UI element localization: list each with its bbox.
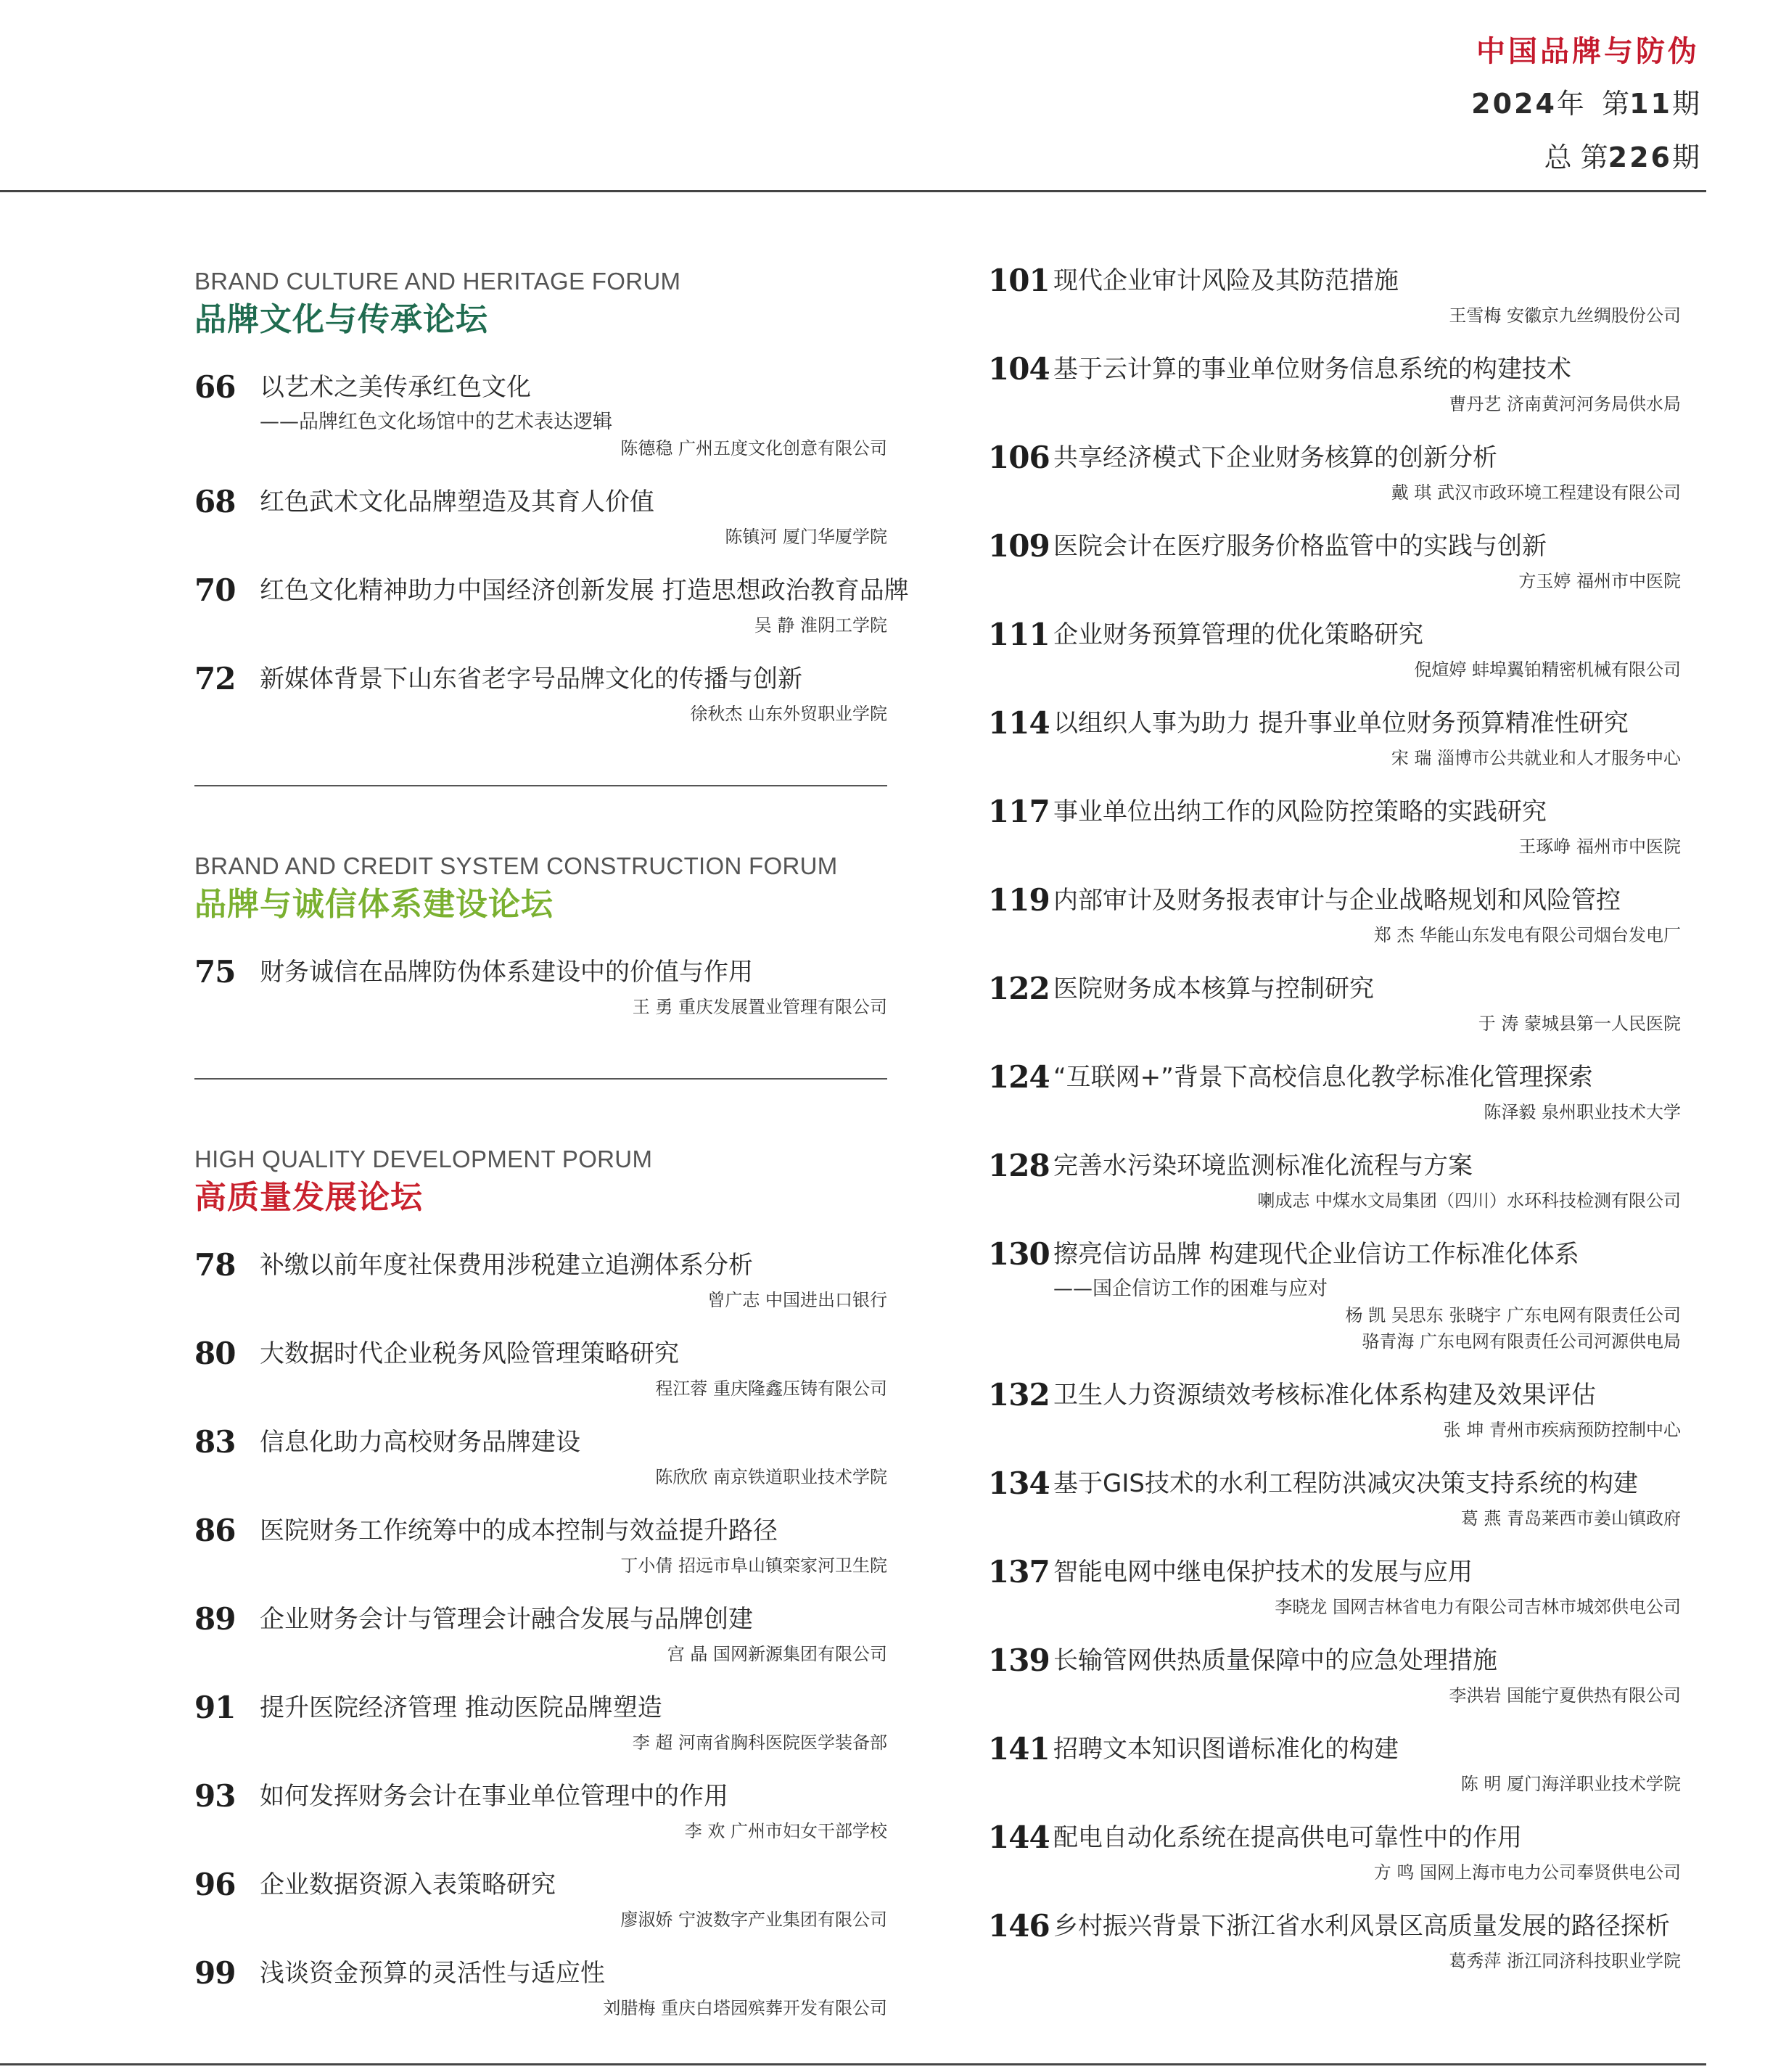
article-title[interactable]: 完善水污染环境监测标准化流程与方案	[1053, 1151, 1473, 1180]
page-number: 89	[194, 1601, 236, 1637]
article-author: 杨 凯 吴思东 张晓宇 广东电网有限责任公司	[1345, 1305, 1681, 1325]
page-number: 128	[988, 1148, 1050, 1183]
article-author: 李洪岩 国能宁夏供热有限公司	[1449, 1685, 1681, 1706]
page-number: 139	[988, 1643, 1050, 1678]
toc-right-column	[988, 259, 1681, 1993]
article-author: 郑 杰 华能山东发电有限公司烟台发电厂	[1373, 925, 1681, 945]
article-author: 喇成志 中煤水文局集团（四川）水环科技检测有限公司	[1257, 1191, 1681, 1211]
toc-entry[interactable]	[194, 1863, 887, 1933]
page-number: 134	[988, 1465, 1050, 1501]
article-title[interactable]: 补缴以前年度社保费用涉税建立追溯体系分析	[260, 1251, 753, 1280]
toc-entry[interactable]	[988, 1639, 1681, 1709]
toc-entry[interactable]	[194, 569, 909, 638]
article-author: 王 勇 重庆发展置业管理有限公司	[632, 997, 887, 1017]
article-title[interactable]: 长输管网供热质量保障中的应急处理措施	[1053, 1646, 1497, 1675]
page-number: 101	[988, 263, 1050, 298]
article-title[interactable]: 内部审计及财务报表审计与企业战略规划和风险管控	[1053, 886, 1621, 915]
page-number: 117	[988, 794, 1050, 829]
page-number: 106	[988, 440, 1050, 475]
issue-line: 2024年 第11期	[1471, 88, 1700, 120]
article-title[interactable]: 基于GIS技术的水利工程防洪减灾决策支持系统的构建	[1053, 1469, 1638, 1498]
toc-entry[interactable]	[988, 1550, 1681, 1620]
article-title[interactable]: 乡村振兴背景下浙江省水利风景区高质量发展的路径探析	[1053, 1912, 1670, 1941]
toc-entry[interactable]	[194, 1598, 887, 1667]
article-author: 程江蓉 重庆隆鑫压铸有限公司	[655, 1378, 887, 1399]
toc-entry[interactable]	[194, 1421, 887, 1490]
page-number: 130	[988, 1236, 1050, 1272]
article-title[interactable]: 新媒体背景下山东省老字号品牌文化的传播与创新	[260, 665, 802, 694]
article-author: 陈 明 厦门海洋职业技术学院	[1460, 1774, 1681, 1794]
article-author: 王雪梅 安徽京九丝绸股份公司	[1449, 305, 1681, 326]
page-number: 93	[194, 1778, 236, 1814]
section-title-cn: 品牌与诚信体系建设论坛	[194, 886, 554, 923]
toc-entry[interactable]	[194, 1952, 887, 2021]
article-author: 方 鸣 国网上海市电力公司奉贤供电公司	[1373, 1862, 1681, 1883]
toc-entry[interactable]	[988, 790, 1681, 860]
toc-entry[interactable]	[988, 348, 1681, 417]
toc-entry[interactable]	[988, 967, 1681, 1037]
article-author: 葛秀萍 浙江同济科技职业学院	[1449, 1951, 1681, 1971]
article-author: 丁小倩 招远市阜山镇栾家河卫生院	[620, 1555, 887, 1576]
page-number: 132	[988, 1377, 1050, 1413]
toc-entry[interactable]	[194, 950, 887, 1020]
article-title[interactable]: 现代企业审计风险及其防范措施	[1053, 266, 1399, 295]
section-title-en: BRAND AND CREDIT SYSTEM CONSTRUCTION FORUM	[194, 852, 838, 879]
section-divider	[194, 1078, 887, 1080]
article-title[interactable]: 红色武术文化品牌塑造及其育人价值	[260, 488, 654, 517]
article-subtitle: ——国企信访工作的困难与应对	[1053, 1278, 1328, 1300]
article-author: 戴 琪 武汉市政环境工程建设有限公司	[1391, 482, 1681, 503]
section-title-cn: 品牌文化与传承论坛	[194, 301, 488, 338]
article-title[interactable]: 以艺术之美传承红色文化	[260, 373, 531, 402]
page-number: 91	[194, 1690, 236, 1725]
toc-entry[interactable]	[988, 1144, 1681, 1214]
toc-entry[interactable]	[988, 879, 1681, 948]
toc-left-column	[194, 267, 909, 2021]
toc-entry[interactable]	[988, 1462, 1681, 1532]
article-author: 吴 静 淮阴工学院	[754, 615, 887, 636]
article-author: 于 涛 蒙城县第一人民医院	[1478, 1014, 1681, 1034]
toc-entry[interactable]	[194, 366, 887, 461]
article-author: 宫 晶 国网新源集团有限公司	[667, 1644, 887, 1664]
article-author: 陈德稳 广州五度文化创意有限公司	[620, 438, 887, 459]
page-number: 66	[194, 369, 236, 405]
article-title[interactable]: 智能电网中继电保护技术的发展与应用	[1053, 1558, 1473, 1587]
article-author: 骆青海 广东电网有限责任公司河源供电局	[1362, 1331, 1681, 1352]
total-issue-number: 226	[1608, 141, 1672, 173]
page-number: 119	[988, 882, 1050, 918]
toc-entry[interactable]	[988, 436, 1681, 506]
article-title[interactable]: 配电自动化系统在提高供电可靠性中的作用	[1053, 1823, 1522, 1852]
toc-entry[interactable]	[194, 657, 887, 727]
toc-entry[interactable]	[988, 1727, 1681, 1797]
footer-rule	[0, 2063, 1706, 2065]
toc-entry[interactable]	[988, 525, 1681, 594]
page-number: 80	[194, 1336, 236, 1371]
page-number: 124	[988, 1059, 1050, 1095]
page-number: 86	[194, 1513, 236, 1548]
article-title[interactable]: 擦亮信访品牌 构建现代企业信访工作标准化体系	[1053, 1240, 1579, 1269]
page-number: 96	[194, 1867, 236, 1902]
issue-number: 11	[1629, 88, 1672, 120]
article-subtitle: ——品牌红色文化场馆中的艺术表达逻辑	[260, 411, 612, 433]
article-title[interactable]: 企业数据资源入表策略研究	[260, 1870, 556, 1899]
masthead	[1471, 30, 1700, 178]
toc-entry[interactable]	[194, 1775, 887, 1844]
page-number: 146	[988, 1908, 1050, 1944]
article-title[interactable]: 企业财务会计与管理会计融合发展与品牌创建	[260, 1605, 753, 1634]
toc-entry[interactable]	[988, 259, 1681, 329]
page-number: 83	[194, 1424, 236, 1460]
article-author: 李 欢 广州市妇女干部学校	[684, 1821, 887, 1841]
section-divider	[194, 785, 887, 786]
article-author: 葛 燕 青岛莱西市姜山镇政府	[1460, 1508, 1681, 1529]
article-author: 刘腊梅 重庆白塔园殡葬开发有限公司	[603, 1998, 887, 2018]
toc-entry[interactable]	[988, 1816, 1681, 1886]
toc-entry[interactable]	[988, 1056, 1681, 1125]
section-title-en: HIGH QUALITY DEVELOPMENT PORUM	[194, 1146, 653, 1172]
article-title[interactable]: 提升医院经济管理 推动医院品牌塑造	[260, 1693, 662, 1722]
article-author: 张 坤 青州市疾病预防控制中心	[1443, 1420, 1681, 1440]
article-author: 李晓龙 国网吉林省电力有限公司吉林市城郊供电公司	[1275, 1597, 1681, 1617]
article-title[interactable]: 医院财务成本核算与控制研究	[1053, 974, 1374, 1003]
article-author: 宋 瑞 淄博市公共就业和人才服务中心	[1391, 748, 1681, 768]
article-author: 方玉婷 福州市中医院	[1518, 571, 1681, 591]
article-title[interactable]: 基于云计算的事业单位财务信息系统的构建技术	[1053, 355, 1571, 384]
article-title[interactable]: 医院财务工作统筹中的成本控制与效益提升路径	[260, 1516, 778, 1545]
article-title[interactable]: 信息化助力高校财务品牌建设	[260, 1428, 580, 1457]
article-title[interactable]: 医院会计在医疗服务价格监管中的实践与创新	[1053, 532, 1547, 561]
article-author: 倪煊婷 蚌埠翼铂精密机械有限公司	[1414, 659, 1681, 680]
toc-entry[interactable]	[988, 1904, 1681, 1974]
section-spacer	[194, 1219, 887, 1243]
page-number: 137	[988, 1554, 1050, 1590]
article-author: 李 超 河南省胸科医院医学装备部	[632, 1732, 887, 1753]
page-number: 72	[194, 661, 236, 696]
page-number: 122	[988, 971, 1050, 1006]
article-title[interactable]: 以组织人事为助力 提升事业单位财务预算精准性研究	[1053, 709, 1629, 738]
article-author: 徐秋杰 山东外贸职业学院	[690, 704, 887, 724]
total-issue-line: 总 第226期	[1544, 141, 1700, 173]
section-title-cn: 高质量发展论坛	[194, 1179, 423, 1216]
toc-entry[interactable]	[988, 702, 1681, 771]
article-author: 曾广志 中国进出口银行	[707, 1290, 887, 1310]
page-number: 68	[194, 484, 236, 519]
article-title[interactable]: 红色文化精神助力中国经济创新发展 打造思想政治教育品牌	[260, 576, 909, 605]
article-title[interactable]: 招聘文本知识图谱标准化的构建	[1053, 1735, 1399, 1764]
toc-entry[interactable]	[194, 1243, 887, 1313]
header-rule	[0, 190, 1706, 192]
article-author: 王琢峥 福州市中医院	[1518, 836, 1681, 857]
page-number: 144	[988, 1820, 1050, 1855]
toc-entry[interactable]	[988, 613, 1681, 683]
page-number: 78	[194, 1247, 236, 1283]
section-spacer	[194, 341, 887, 366]
page-number: 99	[194, 1955, 236, 1991]
article-author: 陈泽毅 泉州职业技术大学	[1484, 1102, 1681, 1122]
article-title[interactable]: 大数据时代企业税务风险管理策略研究	[260, 1339, 679, 1368]
section-spacer	[194, 926, 887, 950]
section-title-en: BRAND CULTURE AND HERITAGE FORUM	[194, 268, 681, 295]
article-title[interactable]: 浅谈资金预算的灵活性与适应性	[260, 1959, 605, 1988]
page-number: 114	[988, 705, 1050, 741]
article-author: 廖淑娇 宁波数字产业集团有限公司	[620, 1909, 887, 1930]
toc-entry[interactable]	[194, 1686, 887, 1756]
toc-entry[interactable]	[988, 1233, 1681, 1354]
article-title[interactable]: 事业单位出纳工作的风险防控策略的实践研究	[1053, 797, 1547, 826]
page-number: 109	[988, 528, 1050, 564]
toc-entry[interactable]	[194, 1509, 887, 1579]
article-title[interactable]: 卫生人力资源绩效考核标准化体系构建及效果评估	[1053, 1381, 1596, 1410]
article-author: 曹丹艺 济南黄河河务局供水局	[1449, 394, 1681, 414]
page-number: 70	[194, 572, 236, 608]
page-number: 75	[194, 954, 236, 990]
page-number: 104	[988, 351, 1050, 387]
article-title[interactable]: 共享经济模式下企业财务核算的创新分析	[1053, 443, 1497, 472]
journal-name: 中国品牌与防伪	[1476, 35, 1700, 68]
issue-year: 2024	[1471, 88, 1557, 120]
page-number: 111	[988, 617, 1050, 652]
article-title[interactable]: “互联网+”背景下高校信息化教学标准化管理探索	[1053, 1063, 1593, 1092]
article-author: 陈欣欣 南京铁道职业技术学院	[655, 1467, 887, 1487]
article-title[interactable]: 企业财务预算管理的优化策略研究	[1053, 620, 1423, 649]
toc-entry[interactable]	[194, 480, 887, 550]
page-number: 141	[988, 1731, 1050, 1767]
article-author: 陈镇河 厦门华厦学院	[725, 527, 887, 547]
article-title[interactable]: 如何发挥财务会计在事业单位管理中的作用	[260, 1782, 728, 1811]
toc-entry[interactable]	[988, 1373, 1681, 1443]
toc-entry[interactable]	[194, 1332, 887, 1402]
article-title[interactable]: 财务诚信在品牌防伪体系建设中的价值与作用	[260, 958, 753, 987]
